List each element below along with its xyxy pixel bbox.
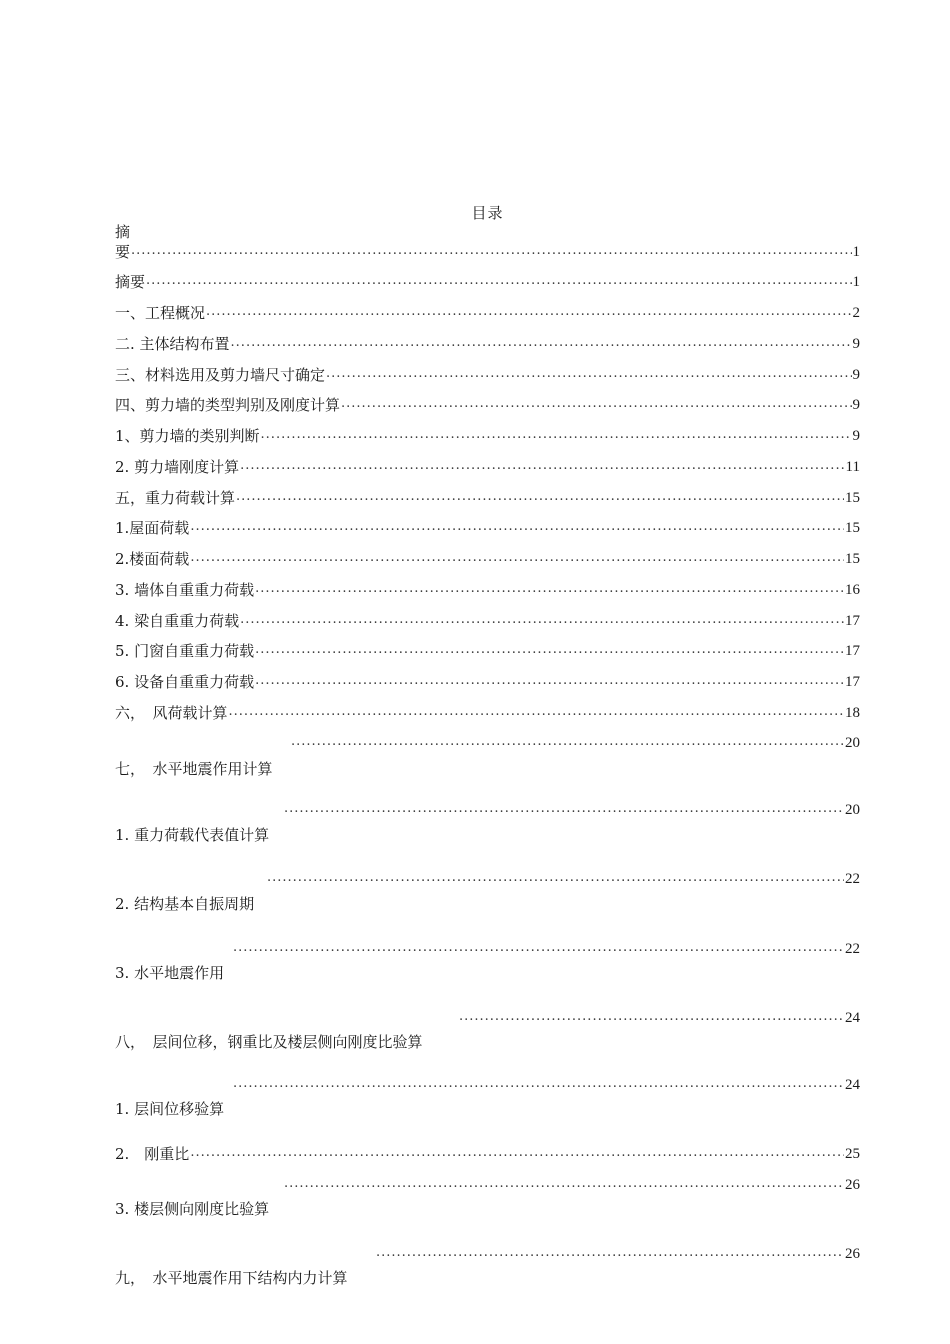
toc-leader-line bbox=[375, 1244, 860, 1264]
toc-entry-text: 二. 主体结构布置 bbox=[115, 335, 230, 353]
toc-page-number: 17 bbox=[845, 674, 860, 690]
toc-entry-text[interactable]: 1. 层间位移验算 bbox=[115, 1100, 225, 1118]
dot-leader bbox=[240, 612, 844, 628]
toc-page-number: 26 bbox=[845, 1246, 860, 1262]
dot-leader bbox=[267, 870, 844, 886]
toc-leader-line bbox=[232, 939, 860, 959]
toc-entry-text: 2.楼面荷载 bbox=[115, 550, 190, 568]
dot-leader bbox=[255, 673, 844, 689]
toc-page-number: 15 bbox=[845, 520, 860, 536]
dot-leader bbox=[376, 1245, 844, 1261]
toc-page-number: 15 bbox=[845, 490, 860, 506]
toc-page-number: 9 bbox=[852, 336, 860, 352]
dot-leader bbox=[206, 304, 851, 320]
dot-leader bbox=[231, 335, 852, 351]
toc-page-number: 1 bbox=[852, 274, 860, 290]
toc-entry[interactable] bbox=[115, 549, 860, 569]
dot-leader bbox=[190, 1145, 844, 1161]
toc-entry-text: 1、剪力墙的类别判断 bbox=[115, 427, 260, 445]
toc-entry-abstract[interactable] bbox=[115, 242, 860, 262]
toc-entry-text: 一、工程概况 bbox=[115, 304, 206, 322]
toc-entry[interactable] bbox=[115, 457, 860, 477]
toc-entry[interactable] bbox=[115, 488, 860, 508]
toc-page-number: 25 bbox=[845, 1146, 860, 1162]
dot-leader bbox=[229, 704, 844, 720]
dot-leader bbox=[131, 243, 851, 259]
toc-leader-line bbox=[283, 800, 860, 820]
toc-page-number: 17 bbox=[845, 643, 860, 659]
toc-entry[interactable] bbox=[115, 303, 860, 323]
toc-entry[interactable] bbox=[115, 611, 860, 631]
toc-page-number: 9 bbox=[852, 428, 860, 444]
dot-leader bbox=[233, 940, 844, 956]
toc-page-number: 1 bbox=[852, 244, 860, 260]
toc-entry[interactable] bbox=[115, 703, 860, 723]
toc-entry-text: 1.屋面荷载 bbox=[115, 519, 190, 537]
toc-entry-text: 3. 墙体自重重力荷载 bbox=[115, 581, 255, 599]
dot-leader bbox=[190, 519, 844, 535]
toc-entry-text: 六， 风荷载计算 bbox=[115, 704, 228, 722]
toc-page-number: 24 bbox=[845, 1077, 860, 1093]
toc-entry[interactable] bbox=[115, 334, 860, 354]
toc-entry-text[interactable]: 七， 水平地震作用计算 bbox=[115, 760, 273, 778]
toc-page-number: 11 bbox=[845, 459, 860, 475]
toc-entry[interactable] bbox=[115, 672, 860, 692]
toc-page-number: 20 bbox=[845, 735, 860, 751]
toc-entry-text[interactable]: 九， 水平地震作用下结构内力计算 bbox=[115, 1269, 348, 1287]
toc-entry-text: 三、材料选用及剪力墙尺寸确定 bbox=[115, 366, 326, 384]
toc-leader-line bbox=[266, 869, 860, 889]
toc-title: 目录 bbox=[471, 204, 504, 222]
dot-leader bbox=[255, 581, 844, 597]
toc-page-number: 20 bbox=[845, 802, 860, 818]
dot-leader bbox=[146, 273, 851, 289]
toc-leader-line bbox=[290, 733, 860, 753]
dot-leader bbox=[326, 366, 851, 382]
toc-entry-text[interactable]: 八， 层间位移，钢重比及楼层侧向刚度比验算 bbox=[115, 1033, 423, 1051]
toc-page-number: 9 bbox=[852, 367, 860, 383]
toc-page-number: 9 bbox=[852, 397, 860, 413]
toc-entry[interactable] bbox=[115, 365, 860, 385]
toc-entry[interactable] bbox=[115, 426, 860, 446]
toc-entry-text: 五，重力荷载计算 bbox=[115, 489, 236, 507]
toc-leader-line bbox=[232, 1075, 860, 1095]
toc-entry-text: 5. 门窗自重重力荷载 bbox=[115, 642, 255, 660]
dot-leader bbox=[459, 1009, 844, 1025]
toc-entry[interactable] bbox=[115, 272, 860, 292]
toc-page-number: 24 bbox=[845, 1010, 860, 1026]
toc-entry-text: 2. 刚重比 bbox=[115, 1145, 190, 1163]
dot-leader bbox=[341, 396, 851, 412]
toc-leader-line bbox=[283, 1175, 860, 1195]
toc-entry-text: 2. 剪力墙刚度计算 bbox=[115, 458, 240, 476]
toc-page-number: 15 bbox=[845, 551, 860, 567]
dot-leader bbox=[261, 427, 852, 443]
toc-page-number: 16 bbox=[845, 582, 860, 598]
toc-entry-text: 四、剪力墙的类型判别及刚度计算 bbox=[115, 396, 341, 414]
dot-leader bbox=[236, 489, 844, 505]
toc-entry-text[interactable]: 2. 结构基本自振周期 bbox=[115, 895, 255, 913]
toc-entry[interactable] bbox=[115, 1144, 860, 1164]
toc-page-number: 22 bbox=[845, 941, 860, 957]
toc-page-number: 2 bbox=[852, 305, 860, 321]
toc-entry-text: 摘要 bbox=[115, 273, 146, 291]
toc-entry[interactable] bbox=[115, 580, 860, 600]
dot-leader bbox=[284, 1176, 844, 1192]
toc-page-number: 17 bbox=[845, 613, 860, 629]
toc-entry[interactable] bbox=[115, 641, 860, 661]
toc-entry-text: 4. 梁自重重力荷载 bbox=[115, 612, 240, 630]
toc-entry[interactable] bbox=[115, 518, 860, 538]
dot-leader bbox=[233, 1076, 844, 1092]
toc-page-number: 22 bbox=[845, 871, 860, 887]
toc-entry-abstract-line1: 摘 bbox=[115, 223, 131, 241]
toc-entry-text: 要 bbox=[115, 243, 131, 261]
toc-leader-line bbox=[458, 1008, 860, 1028]
dot-leader bbox=[284, 801, 844, 817]
toc-entry-text[interactable]: 1. 重力荷载代表值计算 bbox=[115, 826, 270, 844]
toc-entry-text[interactable]: 3. 水平地震作用 bbox=[115, 964, 225, 982]
dot-leader bbox=[255, 642, 844, 658]
dot-leader bbox=[291, 734, 844, 750]
dot-leader bbox=[240, 458, 844, 474]
toc-entry-text: 6. 设备自重重力荷载 bbox=[115, 673, 255, 691]
toc-entry-text[interactable]: 3. 楼层侧向刚度比验算 bbox=[115, 1200, 270, 1218]
toc-entry[interactable] bbox=[115, 395, 860, 415]
toc-page-number: 26 bbox=[845, 1177, 860, 1193]
toc-page-number: 18 bbox=[845, 705, 860, 721]
dot-leader bbox=[190, 550, 844, 566]
